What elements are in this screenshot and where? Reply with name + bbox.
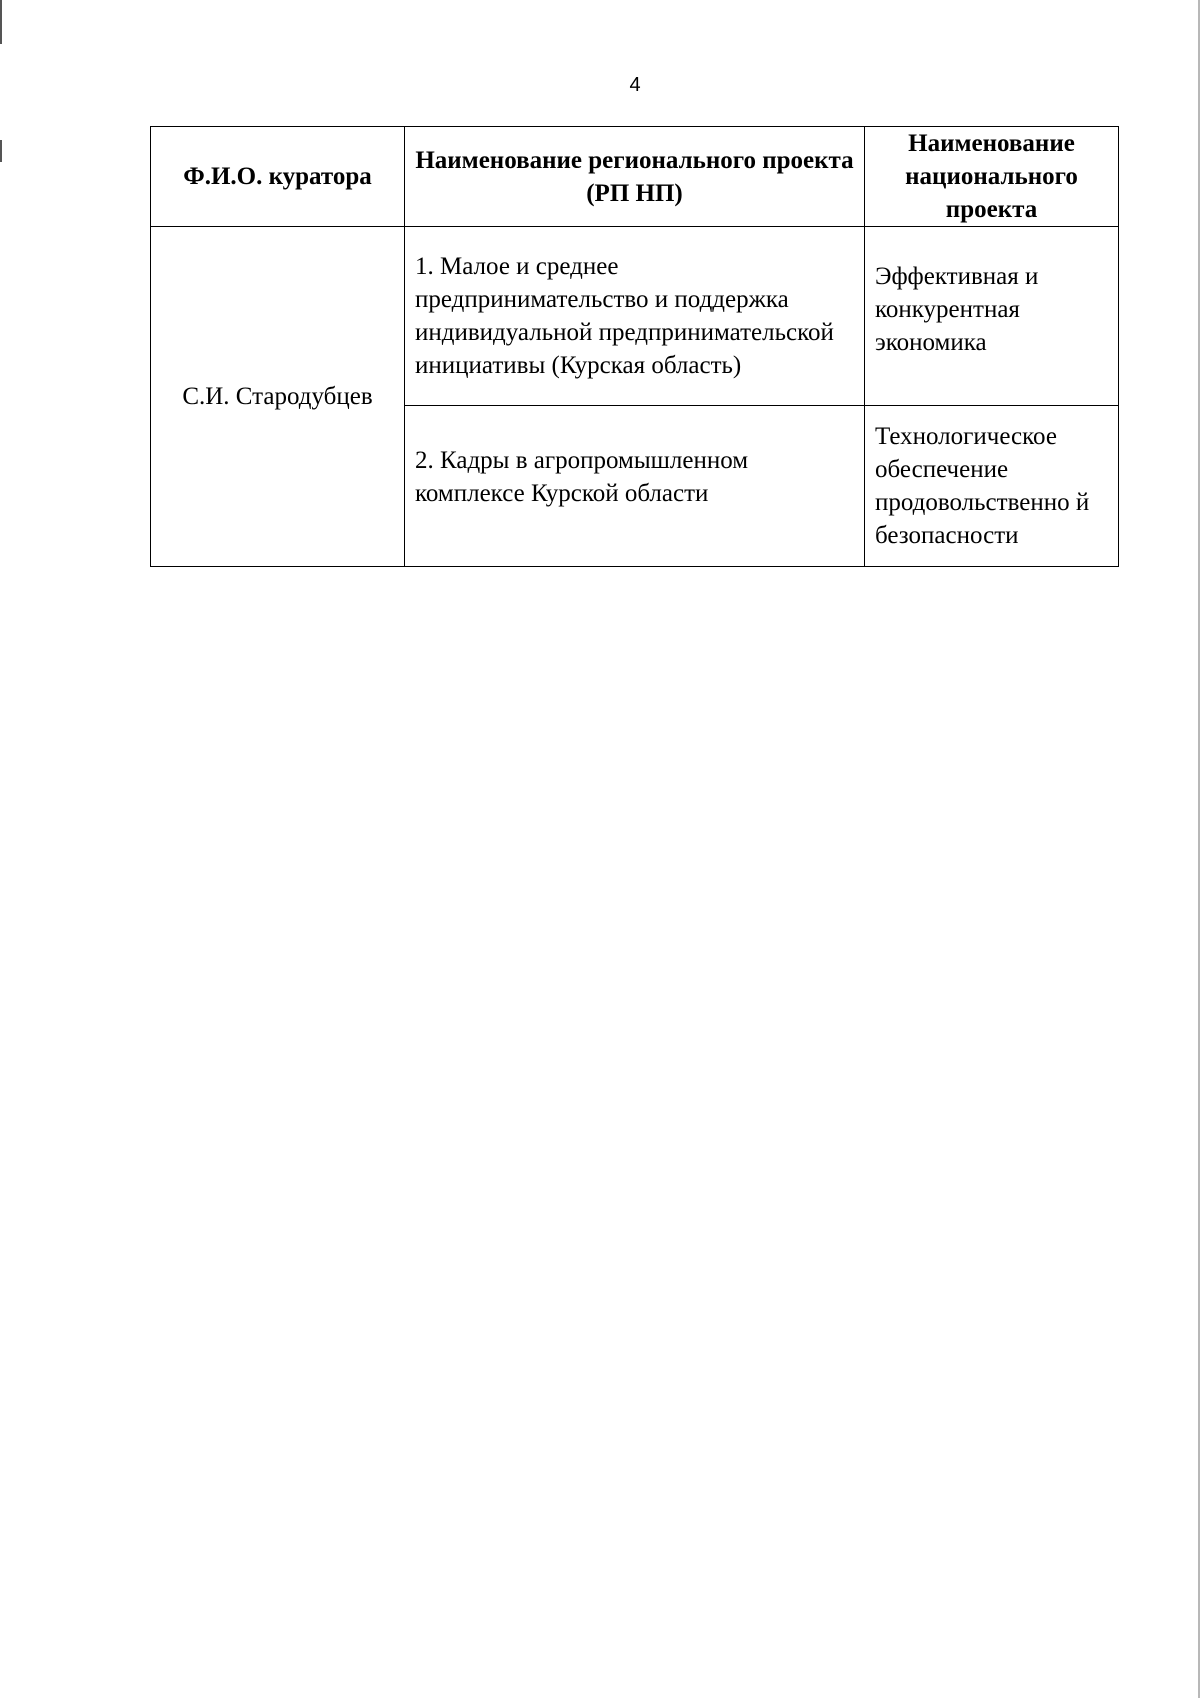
header-regional-project: Наименование регионального проекта (РП НП) xyxy=(405,127,865,227)
national-project-cell: Эффективная и конкурентная экономика xyxy=(865,227,1119,406)
table-header-row xyxy=(151,127,1119,227)
curator-name: С.И. Стародубцев xyxy=(151,227,405,567)
scan-edge-left xyxy=(0,0,2,44)
regional-project-cell: 2. Кадры в агропромышленном комплексе Курской области xyxy=(405,406,865,567)
table-row xyxy=(151,227,1119,406)
header-curator: Ф.И.О. куратора xyxy=(151,127,405,227)
national-project-cell: Технологическое обеспечение продовольственно й безопасности xyxy=(865,406,1119,567)
curator-projects-table xyxy=(150,126,1119,567)
scan-edge-left xyxy=(0,140,2,162)
regional-project-cell: 1. Малое и среднее предпринимательство и поддержка индивидуальной предпринимательской инициативы (Курская область) xyxy=(405,227,865,406)
page-number: 4 xyxy=(629,74,641,96)
header-national-project: Наименование национального проекта xyxy=(865,127,1119,227)
